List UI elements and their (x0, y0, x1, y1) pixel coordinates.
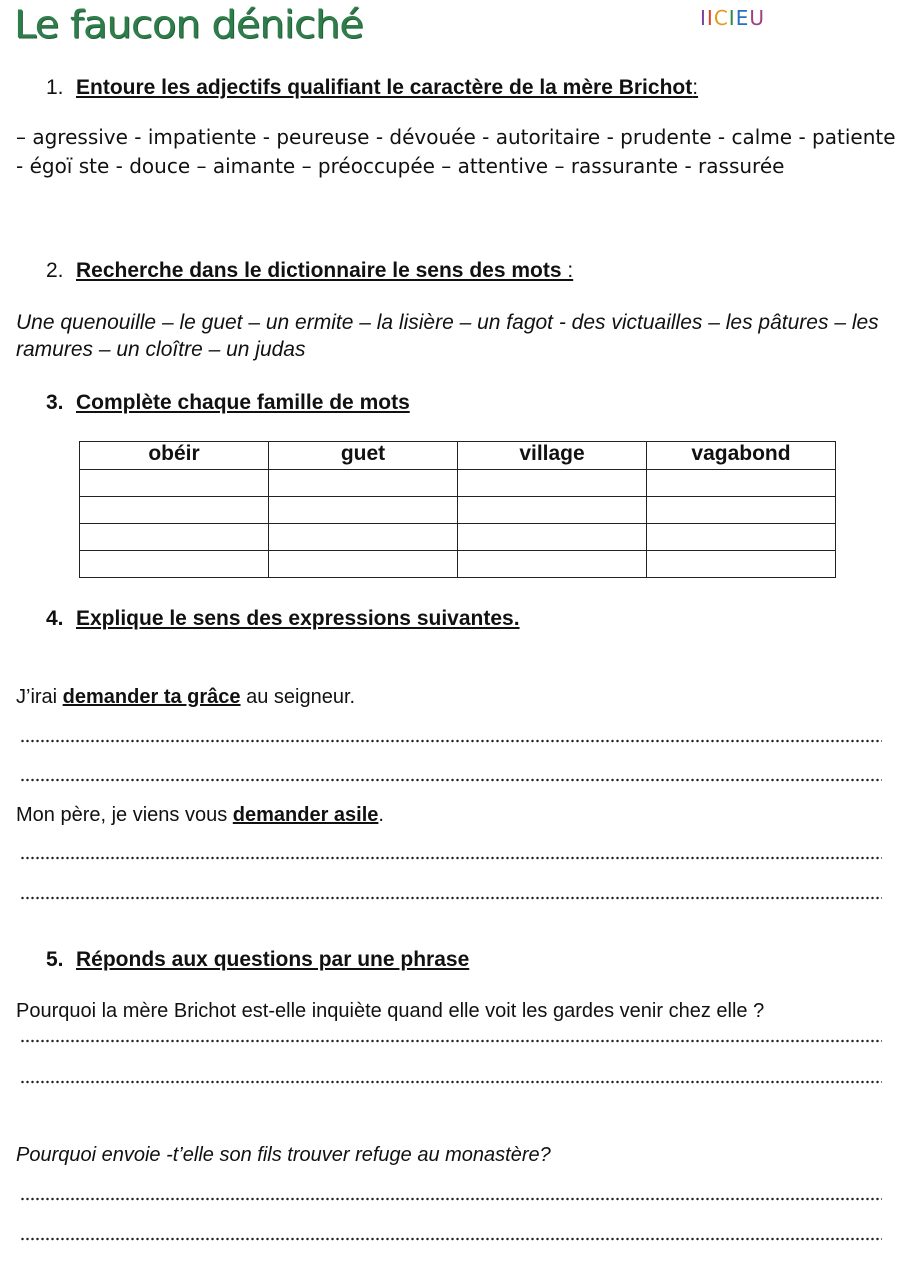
worksheet-title: Le faucon déniché (14, 3, 363, 47)
answer-cell[interactable] (458, 551, 647, 578)
answer-line[interactable] (20, 739, 882, 743)
question-text: Réponds aux questions par une phrase (76, 948, 470, 971)
expression-sentence-2: Mon père, je viens vous demander asile. (16, 804, 384, 826)
column-header: village (458, 442, 647, 470)
column-header: guet (269, 442, 458, 470)
question-number: 5. (46, 948, 64, 971)
adjective-list: – agressive - impatiente - peureuse - dévouée - autoritaire - prudente - calme - patiente - égoï ste - douce – aimante – préoccupée – attentive – rassurante - rassurée (16, 125, 896, 178)
level-badge: IICIEU (700, 6, 765, 30)
answer-cell[interactable] (80, 524, 269, 551)
answer-cell[interactable] (80, 497, 269, 524)
answer-cell[interactable] (80, 470, 269, 497)
table-row (80, 497, 836, 524)
answer-cell[interactable] (458, 470, 647, 497)
question-number: 3. (46, 391, 64, 414)
answer-cell[interactable] (647, 470, 836, 497)
table-header-row (80, 442, 836, 470)
table-row (80, 470, 836, 497)
question-text: Recherche dans le dictionnaire le sens des mots : (76, 259, 574, 282)
column-header: vagabond (647, 442, 836, 470)
question-text: Complète chaque famille de mots (76, 391, 410, 414)
column-header: obéir (80, 442, 269, 470)
answer-line[interactable] (20, 1039, 882, 1043)
expression-sentence-1: J’irai demander ta grâce au seigneur. (16, 686, 356, 708)
question-number: 1. (46, 76, 64, 99)
question-number: 2. (46, 259, 64, 282)
question-5-prompt-2: Pourquoi envoie -t’elle son fils trouver refuge au monastère? (16, 1144, 551, 1166)
answer-cell[interactable] (647, 497, 836, 524)
vocabulary-list: Une quenouille – le guet – un ermite – la lisière – un fagot - des victuailles – les pâtures – les ramures – un cloître – un judas (16, 311, 879, 361)
answer-line[interactable] (20, 856, 882, 860)
answer-cell[interactable] (269, 524, 458, 551)
answer-line[interactable] (20, 1080, 882, 1084)
question-number: 4. (46, 607, 64, 630)
question-5-prompt-1: Pourquoi la mère Brichot est-elle inquiète quand elle voit les gardes venir chez elle ? (16, 1000, 765, 1022)
answer-cell[interactable] (269, 470, 458, 497)
question-text: Explique le sens des expressions suivantes. (76, 607, 520, 630)
expression-highlight: demander asile (232, 804, 379, 826)
answer-cell[interactable] (269, 551, 458, 578)
answer-line[interactable] (20, 1197, 882, 1201)
question-text: Entoure les adjectifs qualifiant le caractère de la mère Brichot: (76, 76, 699, 99)
answer-cell[interactable] (458, 524, 647, 551)
answer-cell[interactable] (269, 497, 458, 524)
answer-cell[interactable] (458, 497, 647, 524)
answer-cell[interactable] (647, 551, 836, 578)
table-row (80, 524, 836, 551)
answer-cell[interactable] (647, 524, 836, 551)
answer-cell[interactable] (80, 551, 269, 578)
answer-line[interactable] (20, 896, 882, 900)
word-family-table (79, 441, 836, 578)
table-row (80, 551, 836, 578)
expression-highlight: demander ta grâce (62, 686, 241, 708)
answer-line[interactable] (20, 778, 882, 782)
answer-line[interactable] (20, 1237, 882, 1241)
